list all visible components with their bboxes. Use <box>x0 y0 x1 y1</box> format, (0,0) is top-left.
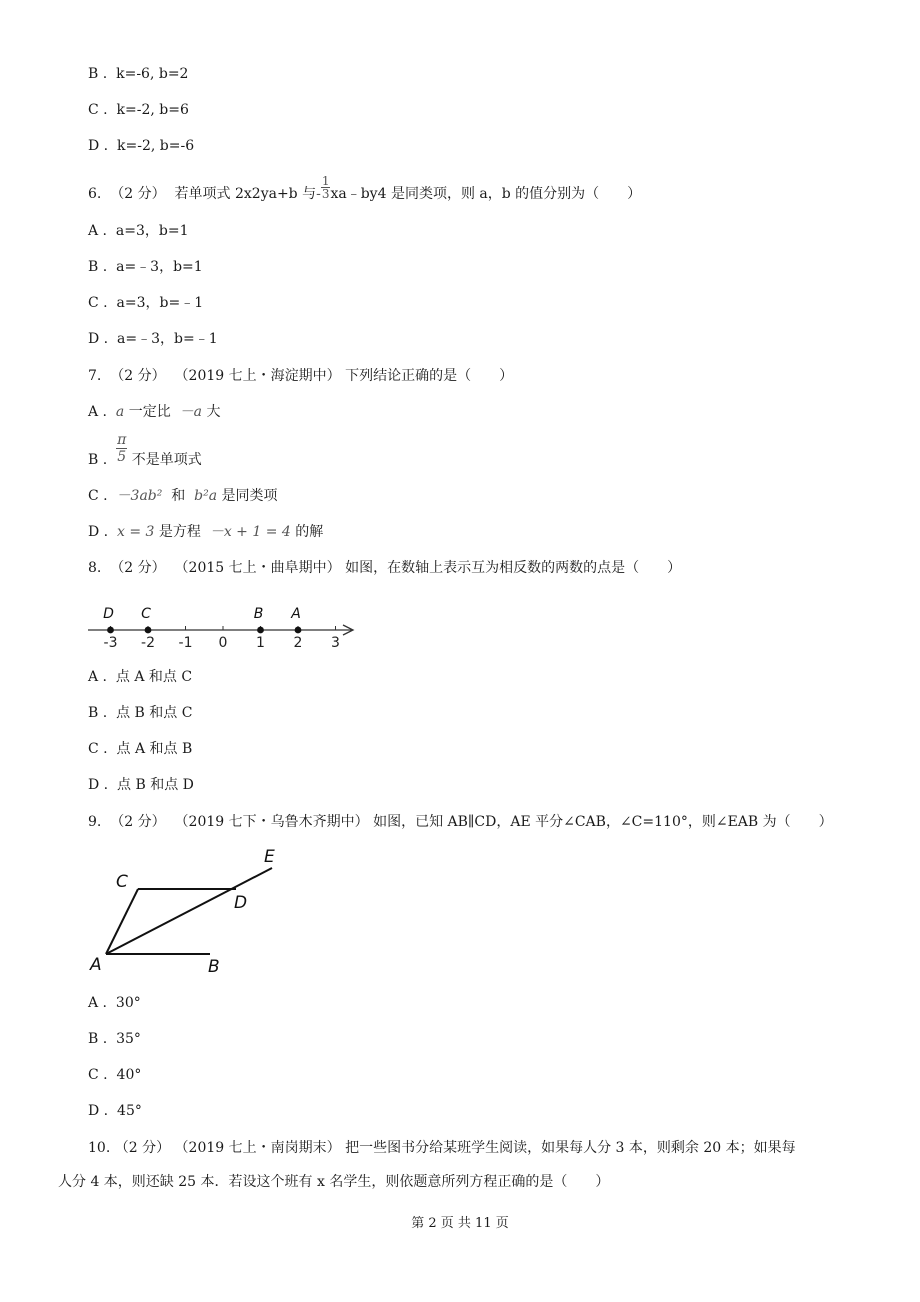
question-number: 7. <box>88 368 102 384</box>
option-text: 点 B 和点 C <box>116 705 193 721</box>
option-letter: C . <box>88 102 108 118</box>
number-line-point <box>257 627 264 634</box>
option-text: 点 A 和点 B <box>116 741 193 757</box>
number-line-tick-label: 3 <box>331 635 340 651</box>
option-text: a=3，b=﹣1 <box>116 295 204 311</box>
option-text: 和 <box>171 488 186 504</box>
question-text: 如图，已知 AB∥CD，AE 平分∠CAB，∠C=110°，则∠EAB 为（ ） <box>373 814 833 830</box>
question-source: （2019 七上・海淀期中） <box>174 368 341 384</box>
option-letter: A . <box>88 404 108 420</box>
option-text: a=﹣3，b=1 <box>116 259 203 275</box>
number-line-tick-label: -1 <box>178 635 193 651</box>
option-letter: D . <box>88 524 109 540</box>
option-text: k=-2, b=6 <box>116 102 189 118</box>
option-text: 大 <box>206 404 221 420</box>
option-text: k=-6, b=2 <box>116 66 189 82</box>
question-source: （2015 七上・曲阜期中） <box>174 560 341 576</box>
question-text: 人分 4 本，则还缺 25 本．若设这个班有 x 名学生，则依题意所列方程正确的是（ ） <box>58 1174 610 1190</box>
q9-option-b <box>88 1029 141 1049</box>
segment-ac <box>106 889 138 954</box>
number-line-tick-label: 1 <box>256 635 265 651</box>
fraction-denominator: 5 <box>117 448 127 465</box>
q10-stem-line1 <box>88 1138 796 1158</box>
q5-option-d <box>88 136 194 156</box>
question-score: （2 分） <box>110 814 166 830</box>
q7-option-c <box>88 486 278 506</box>
geometry-figure <box>86 842 296 978</box>
number-line-tick-label: 0 <box>218 635 228 651</box>
option-letter: A . <box>88 995 108 1011</box>
fraction-denominator: 3 <box>321 186 330 201</box>
number-line-point <box>107 627 114 634</box>
math-expression: －a <box>179 404 202 420</box>
question-score: （2 分） <box>114 1140 171 1156</box>
label-a: A <box>90 955 102 975</box>
q6-option-c <box>88 293 203 313</box>
question-number: 6. <box>88 186 102 202</box>
q5-option-c <box>88 100 189 120</box>
option-letter: D . <box>88 331 109 347</box>
label-c: C <box>116 872 128 892</box>
q8-stem <box>88 558 681 578</box>
fraction-numerator: 1 <box>321 173 330 188</box>
option-letter: B . <box>88 452 108 468</box>
option-letter: B . <box>88 259 108 275</box>
math-expression: x = 3 <box>117 524 155 540</box>
label-e: E <box>264 847 275 867</box>
question-text: 若单项式 2x2ya+b 与 <box>174 186 317 202</box>
option-text: 45° <box>117 1103 142 1119</box>
math-expression: b²a <box>194 488 218 504</box>
option-text: 不是单项式 <box>131 452 202 468</box>
question-source: （2019 七下・乌鲁木齐期中） <box>174 814 369 830</box>
q6-option-a <box>88 221 189 241</box>
question-text: 下列结论正确的是（ ） <box>345 368 514 384</box>
question-text: xa﹣by4 是同类项，则 a，b 的值分别为（ ） <box>330 186 642 202</box>
question-source: （2019 七上・南岗期末） <box>174 1140 341 1156</box>
q9-stem <box>88 812 833 832</box>
number-line-point <box>145 627 152 634</box>
option-text: 35° <box>116 1031 141 1047</box>
label-b: B <box>208 957 220 977</box>
option-text: 点 A 和点 C <box>115 669 193 685</box>
question-text: 如图，在数轴上表示互为相反数的两数的点是（ ） <box>345 560 682 576</box>
option-text: k=-2, b=-6 <box>117 138 195 154</box>
question-score: （2 分） <box>110 186 166 202</box>
question-number: 10. <box>88 1140 111 1156</box>
option-text: 的解 <box>295 524 324 540</box>
option-text: 40° <box>116 1067 142 1083</box>
q9-option-d <box>88 1101 142 1121</box>
option-text: 是方程 <box>158 524 201 540</box>
q7-stem <box>88 366 513 386</box>
option-text: a=﹣3，b=﹣1 <box>117 331 218 347</box>
q9-option-c <box>88 1065 141 1085</box>
q5-option-b <box>88 64 188 84</box>
q6-stem <box>88 173 642 204</box>
q7-option-d <box>88 522 323 542</box>
q7-option-a <box>88 402 220 422</box>
option-text: 一定比 <box>128 404 171 420</box>
q10-stem-line2 <box>58 1172 609 1192</box>
q7-option-b <box>88 431 202 470</box>
q6-option-b <box>88 257 203 277</box>
page-footer: 第 2 页 共 11 页 <box>411 1216 509 1231</box>
option-letter: C . <box>88 741 108 757</box>
question-score: （2 分） <box>110 560 166 576</box>
option-letter: D . <box>88 777 109 793</box>
number-line-figure <box>86 598 362 654</box>
option-letter: D . <box>88 1103 109 1119</box>
q9-option-a <box>88 993 141 1013</box>
number-line-point-label: D <box>103 606 114 622</box>
q6-option-d <box>88 329 218 349</box>
number-line-point-label: A <box>291 606 301 622</box>
question-score: （2 分） <box>110 368 166 384</box>
question-text: 把一些图书分给某班学生阅读，如果每人分 3 本，则剩余 20 本；如果每 <box>345 1140 796 1156</box>
number-line-tick-label: 2 <box>293 635 303 651</box>
number-line-tick-label: -3 <box>103 635 118 651</box>
math-expression: －x + 1 = 4 <box>209 524 291 540</box>
number-line-point-label: B <box>253 606 264 622</box>
option-letter: D . <box>88 138 109 154</box>
option-text: 点 B 和点 D <box>117 777 194 793</box>
option-text: a=3，b=1 <box>115 223 189 239</box>
option-text: 30° <box>115 995 141 1011</box>
option-letter: B . <box>88 66 108 82</box>
q8-option-d <box>88 775 194 795</box>
fraction-numerator: π <box>117 431 127 448</box>
segment-ae <box>106 868 272 954</box>
option-letter: C . <box>88 1067 108 1083</box>
number-line-point <box>295 627 302 634</box>
option-text: 是同类项 <box>221 488 278 504</box>
math-expression: －3ab² <box>116 488 163 504</box>
q8-option-c <box>88 739 192 759</box>
q8-option-a <box>88 667 192 687</box>
number-line-point-label: C <box>141 606 151 622</box>
option-letter: A . <box>88 669 108 685</box>
option-letter: B . <box>88 1031 108 1047</box>
option-letter: A . <box>88 223 108 239</box>
number-line-tick-label: -2 <box>141 635 155 651</box>
q8-option-b <box>88 703 192 723</box>
option-letter: B . <box>88 705 108 721</box>
label-d: D <box>234 893 248 913</box>
fraction <box>116 432 127 465</box>
question-number: 8. <box>88 560 102 576</box>
question-number: 9. <box>88 814 102 830</box>
math-expression: a <box>115 404 125 420</box>
option-letter: C . <box>88 488 108 504</box>
option-letter: C . <box>88 295 108 311</box>
fraction-sign: - <box>316 186 321 202</box>
